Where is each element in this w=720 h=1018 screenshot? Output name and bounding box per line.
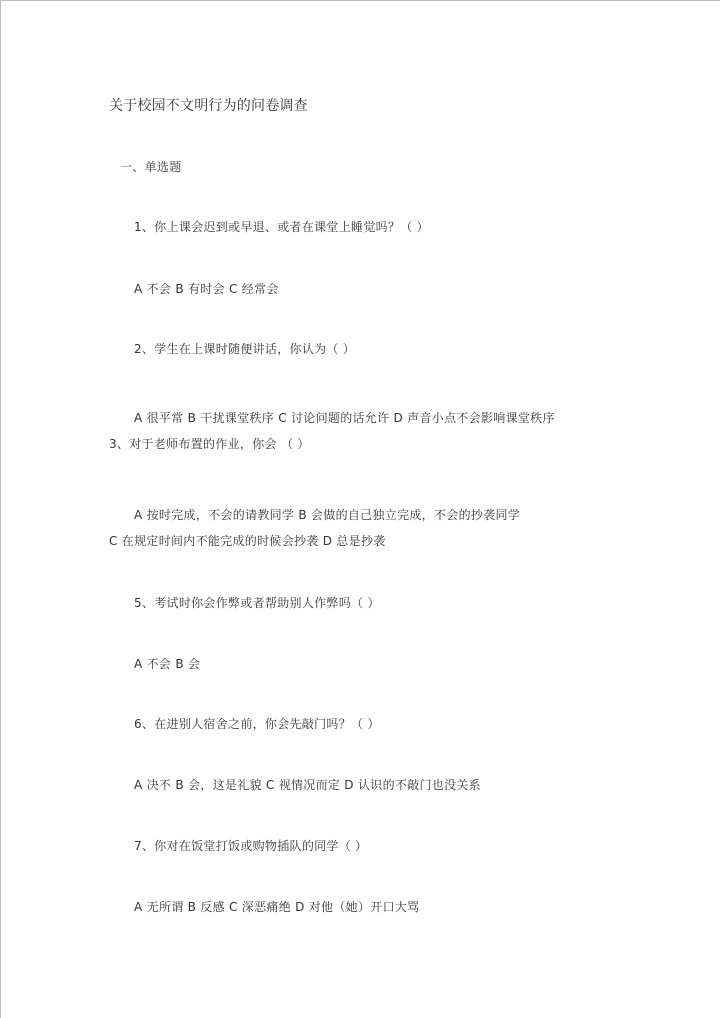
question-2-options: A 很平常 B 干扰课堂秩序 C 讨论问题的话允许 D 声音小点不会影响课堂秩序 [134, 411, 555, 425]
question-6: 6、在进别人宿舍之前，你会先敲门吗？（ ） [134, 717, 380, 731]
page-border-left [0, 0, 1, 1018]
question-5: 5、考试时你会作弊或者帮助别人作弊吗（ ） [134, 596, 380, 610]
question-3: 3、对于老师布置的作业，你会 （ ） [109, 437, 310, 451]
question-5-options: A 不会 B 会 [134, 657, 201, 671]
question-1-options: A 不会 B 有时会 C 经常会 [134, 282, 279, 296]
section-heading: 一、单选题 [120, 160, 182, 174]
question-7: 7、你对在饭堂打饭或购物插队的同学（ ） [134, 839, 368, 853]
question-3-options-line-1: A 按时完成，不会的请教同学 B 会做的自己独立完成，不会的抄袭同学 [134, 508, 521, 522]
question-2: 2、学生在上课时随便讲话，你认为（ ） [134, 342, 356, 356]
question-1: 1、你上课会迟到或早退、或者在课堂上睡觉吗？（ ） [134, 220, 429, 234]
question-3-options-line-2: C 在规定时间内不能完成的时候会抄袭 D 总是抄袭 [109, 534, 386, 548]
document-title: 关于校园不文明行为的问卷调查 [109, 98, 308, 114]
page-border-top [0, 0, 720, 1]
question-6-options: A 决不 B 会，这是礼貌 C 视情况而定 D 认识的不敲门也没关系 [134, 778, 481, 792]
question-7-options: A 无所谓 B 反感 C 深恶痛绝 D 对他（她）开口大骂 [134, 900, 420, 914]
